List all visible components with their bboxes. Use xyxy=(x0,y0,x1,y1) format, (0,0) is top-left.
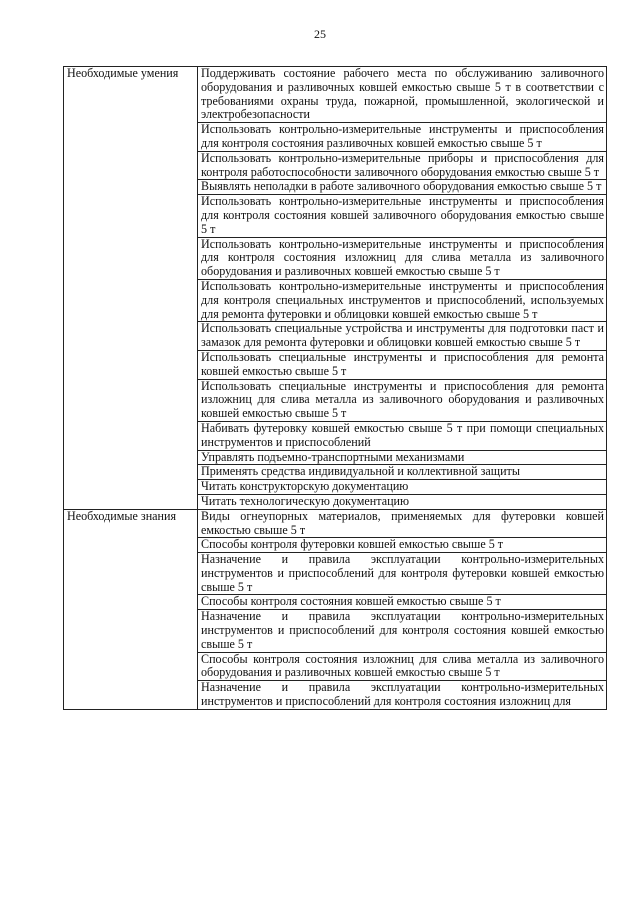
requirement-cell: Читать технологическую документацию xyxy=(198,494,607,509)
requirement-cell: Набивать футеровку ковшей емкостью свыше 5 т при помощи специальных инструментов и приспособлений xyxy=(198,421,607,450)
requirement-cell: Назначение и правила эксплуатации контрольно-измерительных инструментов и приспособлений для контроля состояния ковшей емкостью свыше 5 т xyxy=(198,610,607,652)
requirement-cell: Использовать контрольно-измерительные приборы и приспособления для контроля работоспособности заливочного оборудования емкостью свыше 5 т xyxy=(198,151,607,180)
requirement-cell: Выявлять неполадки в работе заливочного оборудования емкостью свыше 5 т xyxy=(198,180,607,195)
requirement-cell: Назначение и правила эксплуатации контрольно-измерительных инструментов и приспособлений для контроля состояния изложниц для xyxy=(198,681,607,710)
requirement-cell: Поддерживать состояние рабочего места по обслуживанию заливочного оборудования и разливочных ковшей емкостью свыше 5 т в соответствии с требованиями охраны труда, пожарной, промышленной, экологической и электробезопасности xyxy=(198,67,607,123)
page-number: 25 xyxy=(314,27,326,41)
requirement-cell: Использовать контрольно-измерительные инструменты и приспособления для контроля состояния изложниц для слива металла из заливочного оборудования и разливочных ковшей емкостью свыше 5 т xyxy=(198,237,607,279)
table-row xyxy=(64,67,607,123)
requirement-cell: Использовать специальные устройства и инструменты для подготовки паст и замазок для ремонта футеровки и облицовки ковшей емкостью свыше 5 т xyxy=(198,322,607,351)
requirement-cell: Использовать специальные инструменты и приспособления для ремонта ковшей емкостью свыше 5 т xyxy=(198,350,607,379)
requirement-cell: Способы контроля состояния ковшей емкостью свыше 5 т xyxy=(198,595,607,610)
requirement-cell: Назначение и правила эксплуатации контрольно-измерительных инструментов и приспособлений для контроля футеровки ковшей емкостью свыше 5 т xyxy=(198,553,607,595)
requirements-table xyxy=(63,66,607,710)
requirement-cell: Способы контроля состояния изложниц для слива металла из заливочного оборудования и разливочных ковшей емкостью свыше 5 т xyxy=(198,652,607,681)
table-row xyxy=(64,509,607,538)
requirement-cell: Виды огнеупорных материалов, применяемых для футеровки ковшей емкостью свыше 5 т xyxy=(198,509,607,538)
requirement-cell: Использовать специальные инструменты и приспособления для ремонта изложниц для слива металла из заливочного оборудования и разливочных ковшей емкостью свыше 5 т xyxy=(198,379,607,421)
requirement-cell: Читать конструкторскую документацию xyxy=(198,480,607,495)
section-heading: Необходимые знания xyxy=(64,509,198,709)
section-heading: Необходимые умения xyxy=(64,67,198,510)
requirement-cell: Способы контроля футеровки ковшей емкостью свыше 5 т xyxy=(198,538,607,553)
requirement-cell: Использовать контрольно-измерительные инструменты и приспособления для контроля состояния разливочных ковшей емкостью свыше 5 т xyxy=(198,123,607,152)
requirement-cell: Управлять подъемно-транспортными механизмами xyxy=(198,450,607,465)
requirement-cell: Использовать контрольно-измерительные инструменты и приспособления для контроля специальных инструментов и приспособлений, используемых для ремонта футеровки и облицовки ковшей емкостью свыше 5 т xyxy=(198,279,607,321)
requirement-cell: Использовать контрольно-измерительные инструменты и приспособления для контроля состояния ковшей заливочного оборудования емкостью свыше 5 т xyxy=(198,195,607,237)
requirement-cell: Применять средства индивидуальной и коллективной защиты xyxy=(198,465,607,480)
